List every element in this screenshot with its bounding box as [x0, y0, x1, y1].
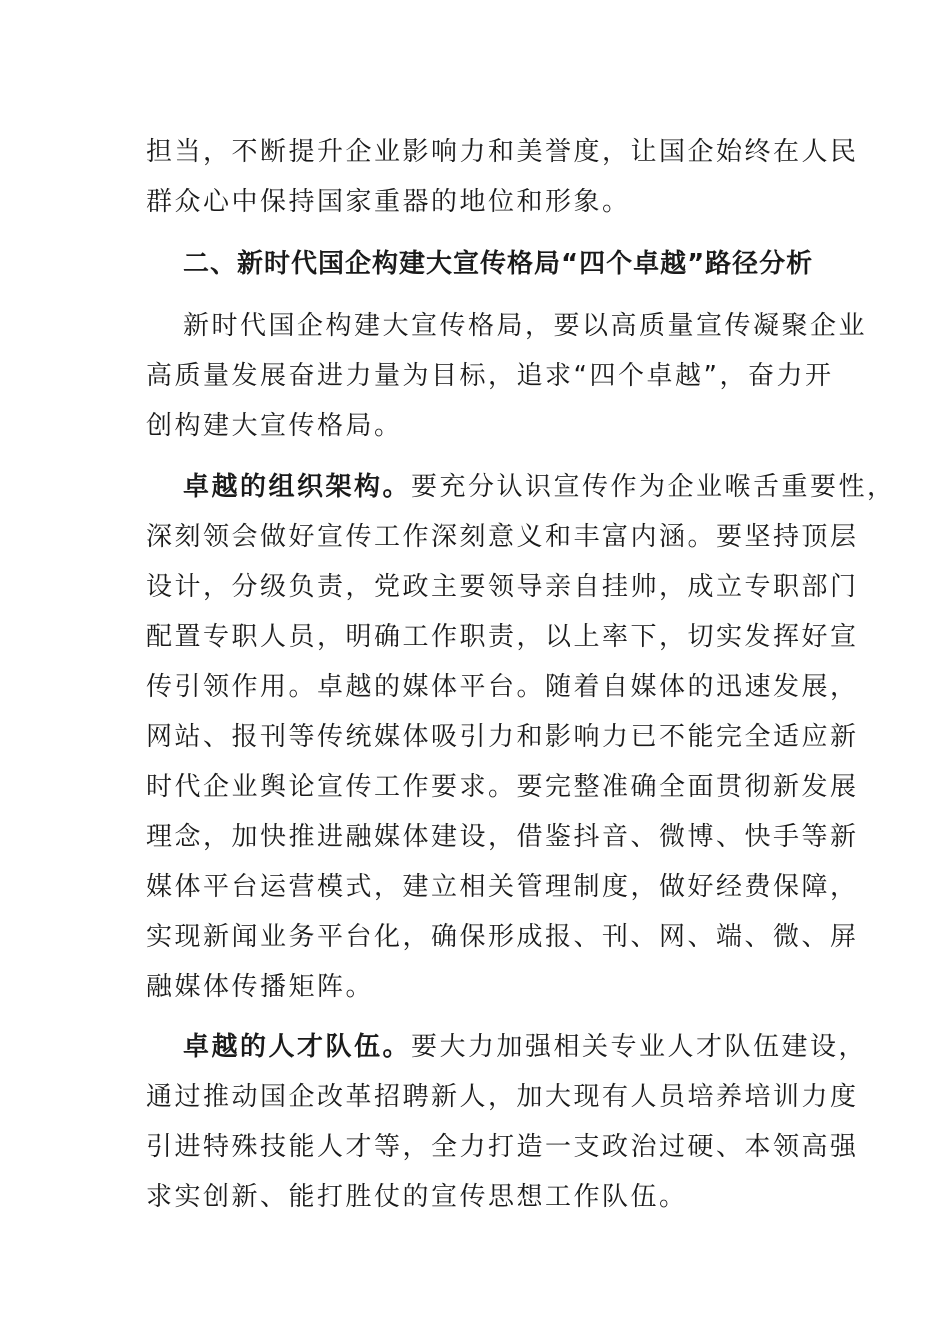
section-heading: 二、新时代国企构建大宣传格局“四个卓越”路径分析	[183, 249, 814, 279]
paragraph-lead: 卓越的组织架构。	[183, 472, 412, 502]
paragraph-text: 要大力加强相关专业人才队伍建设，	[411, 1032, 868, 1062]
paragraph-line: 创构建大宣传格局。	[146, 411, 403, 441]
paragraph-line: 引进特殊技能人才等，全力打造一支政治过硬、本领高强	[146, 1132, 859, 1162]
paragraph-text: 要充分认识宣传作为企业喉舌重要性，	[411, 472, 896, 502]
paragraph-line: 融媒体传播矩阵。	[146, 972, 375, 1002]
paragraph-line: 传引领作用。卓越的媒体平台。随着自媒体的迅速发展，	[146, 672, 859, 702]
paragraph-line: 高质量发展奋进力量为目标，追求“四个卓越”，奋力开	[146, 361, 834, 391]
paragraph-line: 实现新闻业务平台化，确保形成报、刊、网、端、微、屏	[146, 922, 859, 952]
paragraph-line	[183, 468, 896, 506]
paragraph-line: 担当，不断提升企业影响力和美誉度，让国企始终在人民	[146, 137, 859, 167]
paragraph-line: 深刻领会做好宣传工作深刻意义和丰富内涵。要坚持顶层	[146, 522, 859, 552]
paragraph-line	[183, 1028, 868, 1066]
paragraph-line: 新时代国企构建大宣传格局，要以高质量宣传凝聚企业	[183, 311, 868, 341]
paragraph-line: 求实创新、能打胜仗的宣传思想工作队伍。	[146, 1182, 688, 1212]
paragraph-line: 网站、报刊等传统媒体吸引力和影响力已不能完全适应新	[146, 722, 859, 752]
paragraph-line: 通过推动国企改革招聘新人，加大现有人员培养培训力度	[146, 1082, 859, 1112]
paragraph-line: 媒体平台运营模式，建立相关管理制度，做好经费保障，	[146, 872, 859, 902]
paragraph-lead: 卓越的人才队伍。	[183, 1032, 412, 1062]
paragraph-line: 理念，加快推进融媒体建设，借鉴抖音、微博、快手等新	[146, 822, 859, 852]
paragraph-line: 配置专职人员，明确工作职责，以上率下，切实发挥好宣	[146, 622, 859, 652]
paragraph-line: 设计，分级负责，党政主要领导亲自挂帅，成立专职部门	[146, 572, 859, 602]
paragraph-line: 群众心中保持国家重器的地位和形象。	[146, 187, 631, 217]
paragraph-line: 时代企业舆论宣传工作要求。要完整准确全面贯彻新发展	[146, 772, 859, 802]
